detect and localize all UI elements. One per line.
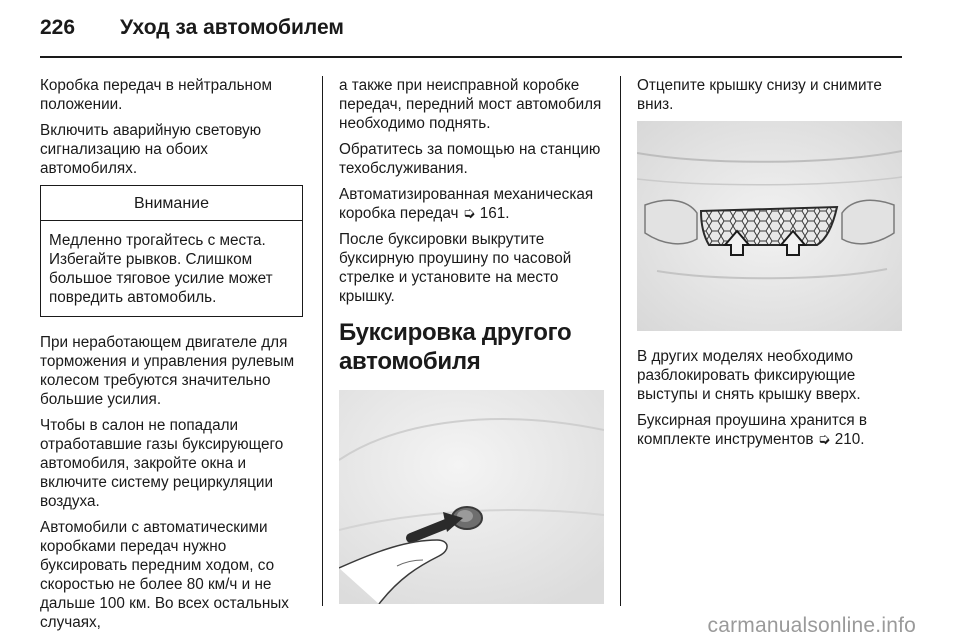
warning-box [40,185,303,317]
lower-grille-cover-illustration [637,121,902,331]
page-header [40,10,902,58]
warning-title: Внимание [41,186,302,221]
paragraph: Автоматизированная механическая коробка передач ➭ 161. [339,186,594,222]
warning-text: Медленно трогайтесь с места. Избегайте рывков. Слишком большое тяговое усилие может повредить автомобиль. [49,232,273,306]
chapter-title: Уход за автомобилем [120,16,344,39]
column-2 [339,76,604,604]
paragraph: Отцепите крышку снизу и снимите вниз. [637,77,882,113]
paragraph: Буксирная проушина хранится в комплекте инструментов ➭ 210. [637,412,867,448]
paragraph: При неработающем двигателе для торможения и управления рулевым колесом требуются значительно большие усилия. [40,334,295,408]
paragraph: Обратитесь за помощью на станцию техобслуживания. [339,141,601,177]
paragraph: Автомобили с автоматическими коробками передач нужно буксировать передним ходом, со скоростью не более 80 км/ч и не дальше 100 км. Во всех остальных случаях, [40,519,289,631]
column-divider [620,76,621,606]
paragraph: Чтобы в салон не попадали отработавшие газы буксирующего автомобиля, закройте окна и включите систему рециркуляции воздуха. [40,417,284,510]
towing-eye-cover-illustration [339,390,604,604]
header-rule [40,56,902,58]
section-title: Буксировка другого автомобиля [339,319,572,375]
page-number: 226 [40,16,76,39]
paragraph: Включить аварийную световую сигнализацию на обоих автомобилях. [40,122,262,177]
paragraph: В других моделях необходимо разблокировать фиксирующие выступы и снять крышку вверх. [637,348,861,403]
column-divider [322,76,323,606]
paragraph: Коробка передач в нейтральном положении. [40,77,273,113]
watermark: carmanualsonline.info [707,614,916,637]
column-3 [637,76,902,456]
paragraph: а также при неисправной коробке передач, передний мост автомобиля необходимо поднять. [339,77,602,132]
paragraph: После буксировки выкрутите буксирную проушину по часовой стрелке и установите на место крышку. [339,231,572,305]
column-1 [40,76,305,639]
